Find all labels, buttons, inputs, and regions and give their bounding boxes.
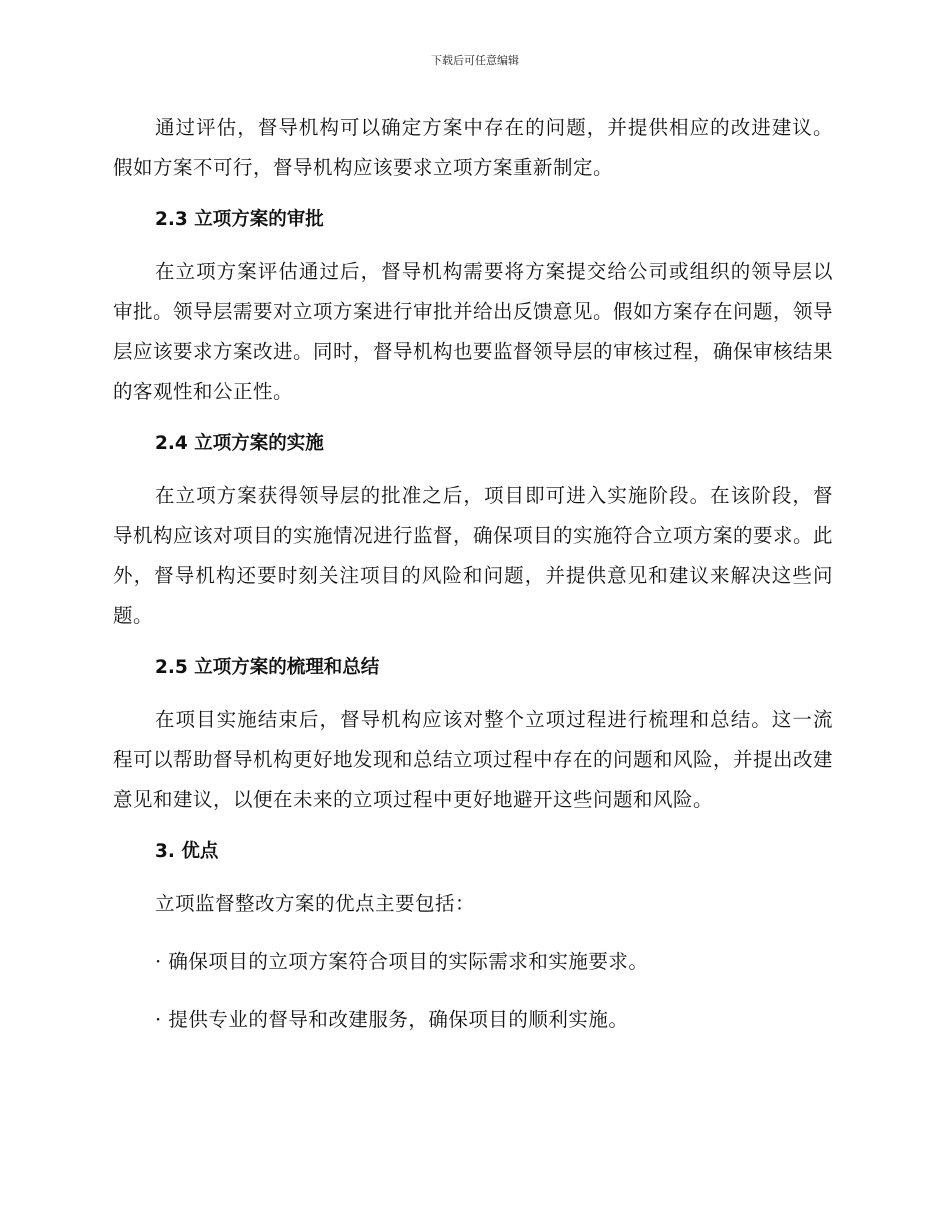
section-heading-2-5: 2.5 立项方案的梳理和总结 (155, 657, 380, 678)
paragraph-approval: 在立项方案评估通过后，督导机构需要将方案提交给公司或组织的领导层以审批。领导层需要对立项方案进行审批并给出反馈意见。假如方案存在问题，领导层应该要求方案改进。同时，督导机构也要监督领导层的审核过程，确保审核结果的客观性和公正性。 (113, 260, 834, 403)
document-body (113, 108, 833, 1058)
page-header: 下载后可任意编辑 (431, 54, 519, 67)
paragraph-evaluation: 通过评估，督导机构可以确定方案中存在的问题，并提供相应的改进建议。假如方案不可行，督导机构应该要求立项方案重新制定。 (113, 116, 833, 179)
bullet-item: · 提供专业的督导和改建服务，确保项目的顺利实施。 (155, 1008, 629, 1031)
paragraph-summary: 在项目实施结束后，督导机构应该对整个立项过程进行梳理和总结。这一流程可以帮助督导机构更好地发现和总结立项过程中存在的问题和风险，并提出改建意见和建议，以便在未来的立项过程中更好地避开这些问题和风险。 (113, 708, 834, 811)
section-heading-2-4: 2.4 立项方案的实施 (155, 433, 324, 454)
bullet-item: · 确保项目的立项方案符合项目的实际需求和实施要求。 (155, 950, 649, 973)
paragraph-implementation: 在立项方案获得领导层的批准之后，项目即可进入实施阶段。在该阶段，督导机构应该对项目的实施情况进行监督，确保项目的实施符合立项方案的要求。此外，督导机构还要时刻关注项目的风险和问题，并提供意见和建议来解决这些问题。 (113, 484, 834, 627)
section-heading-3: 3. 优点 (155, 841, 219, 862)
section-heading-2-3: 2.3 立项方案的审批 (155, 209, 324, 230)
advantages-intro: 立项监督整改方案的优点主要包括： (155, 892, 476, 915)
